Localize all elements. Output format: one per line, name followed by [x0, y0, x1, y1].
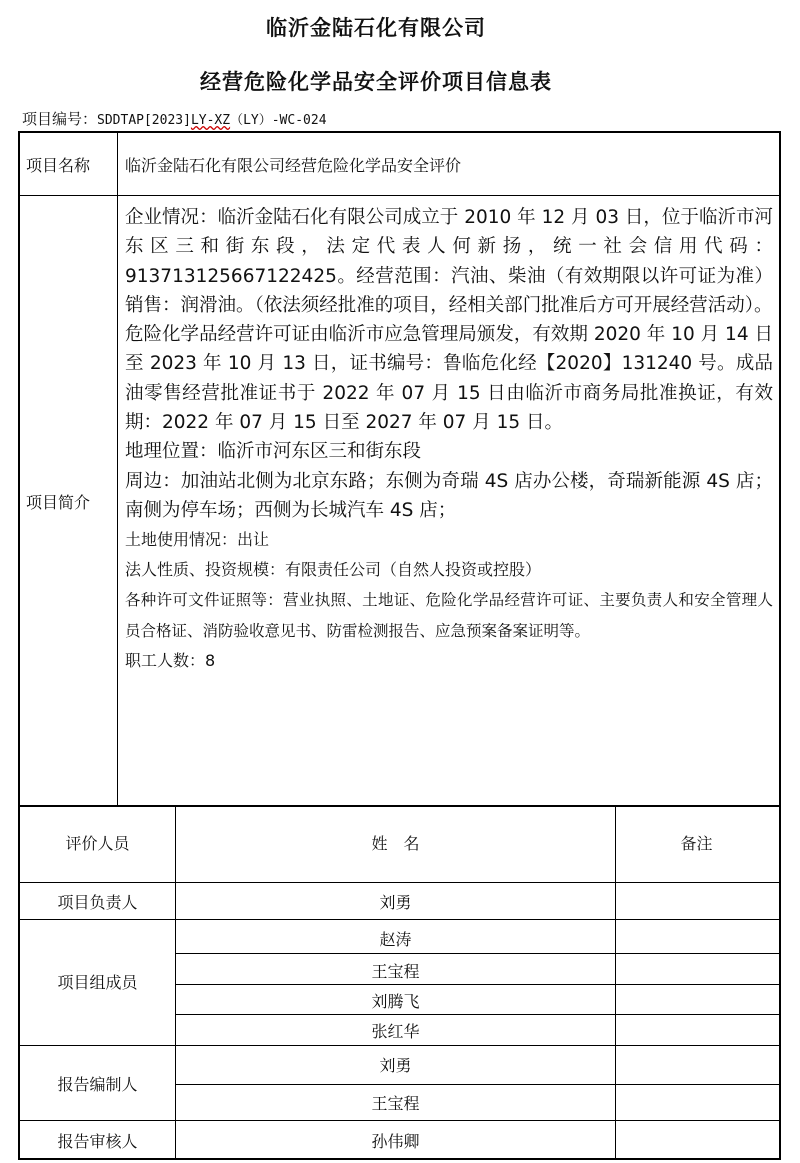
person-name: 王宝程	[371, 1094, 420, 1113]
person-name: 张红华	[371, 1022, 420, 1041]
employees-info: 职工人数：8	[125, 651, 216, 671]
license-info: 危险化学品经营许可证由临沂市应急管理局颁发，有效期 2020 年 10 月 14 日至 2023 年 10 月 13 日，证书编号：鲁临危化经【2020】131240 号。成品油零售经营批准证书于 2022 年 07 月 15 日由临沂市商务局批准换证，有效期：2022 年 07 月 15 日至 2027 年 07 月 15 日。	[125, 324, 773, 434]
personnel-subrow-divider	[175, 953, 779, 954]
person-name: 刘勇	[379, 1056, 412, 1075]
personnel-row-divider	[18, 1120, 779, 1121]
personnel-subrow-divider	[175, 1084, 779, 1085]
person-name: 孙伟卿	[371, 1132, 420, 1151]
personnel-subrow-divider	[175, 1014, 779, 1015]
personnel-col-divider-2	[615, 805, 616, 1158]
enterprise-info: 企业情况：临沂金陆石化有限公司成立于 2010 年 12 月 03 日，位于临沂市河东区三和街东段，法定代表人何新扬，统一社会信用代码：913713125667122425。经营范围：汽油、柴油（有效期限以许可证为准）销售：润滑油。（依法须经批准的项目，经相关部门批准后方可开展经营活动）。	[125, 207, 773, 316]
project-number-prefix: SDDTAP[2023]	[97, 113, 191, 128]
personnel-row-divider	[18, 1045, 779, 1046]
location-info: 地理位置：临沂市河东区三和街东段	[125, 441, 422, 463]
permits-info: 各种许可文件证照等：营业执照、土地证、危险化学品经营许可证、主要负责人和安全管理人员合格证、消防验收意见书、防雷检测报告、应急预案备案证明等。	[125, 591, 773, 640]
personnel-row-divider	[18, 882, 779, 883]
person-name: 王宝程	[371, 962, 420, 981]
personnel-subrow-divider	[175, 984, 779, 985]
project-intro-label: 项目简介	[26, 493, 91, 512]
header-name: 姓 名	[371, 834, 420, 853]
header-evaluator: 评价人员	[65, 834, 130, 853]
person-name: 刘腾飞	[371, 992, 420, 1011]
role-report-reviewer: 报告审核人	[57, 1132, 138, 1151]
project-number-label: 项目编号：	[22, 110, 98, 128]
role-team-members: 项目组成员	[57, 973, 138, 992]
project-number	[22, 108, 327, 129]
project-name-label: 项目名称	[26, 156, 91, 175]
project-name-value: 临沂金陆石化有限公司经营危险化学品安全评价	[125, 156, 462, 175]
project-number-underlined: LY-XZ	[190, 113, 231, 128]
header-remark: 备注	[680, 834, 713, 853]
role-project-leader: 项目负责人	[57, 893, 138, 912]
company-title: 临沂金陆石化有限公司	[266, 16, 486, 40]
person-name: 刘勇	[379, 893, 412, 912]
info-table-label-divider	[117, 131, 118, 806]
form-title: 经营危险化学品安全评价项目信息表	[200, 70, 552, 94]
info-table-row-divider	[18, 195, 779, 196]
person-name: 赵涛	[379, 930, 412, 949]
role-report-author: 报告编制人	[57, 1075, 138, 1094]
surroundings-info: 周边：加油站北侧为北京东路；东侧为奇瑞 4S 店办公楼，奇瑞新能源 4S 店；南侧为停车场；西侧为长城汽车 4S 店；	[125, 470, 773, 521]
project-intro-body	[125, 203, 773, 676]
project-number-suffix: （LY）-WC-024	[230, 113, 327, 128]
land-use-info: 土地使用情况：出让	[125, 530, 270, 550]
personnel-row-divider	[18, 919, 779, 920]
legal-nature-info: 法人性质、投资规模：有限责任公司（自然人投资或控股）	[125, 560, 542, 580]
